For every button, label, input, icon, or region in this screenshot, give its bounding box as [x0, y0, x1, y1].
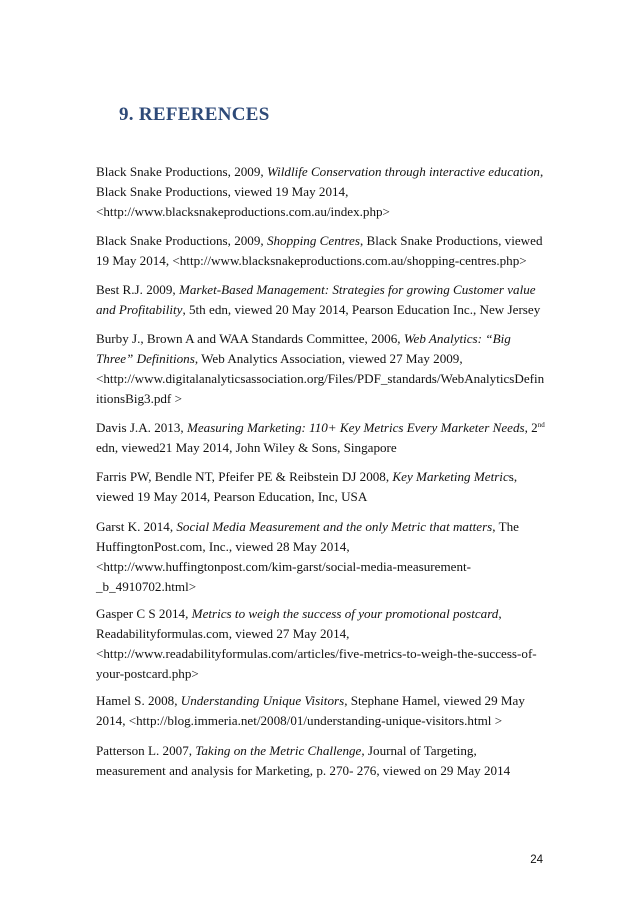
reference-entry [96, 467, 546, 507]
reference-title: Taking on the Metric Challenge, [195, 743, 365, 758]
reference-author-year: Burby J., Brown A and WAA Standards Committee, 2006, [96, 331, 404, 346]
reference-entry [96, 280, 546, 320]
reference-url: your-postcard.php> [96, 666, 199, 681]
reference-title: Wildlife Conservation through interactive education [266, 164, 540, 179]
reference-entry [96, 418, 546, 458]
reference-line: measurement and analysis for Marketing, p. 270- 276, viewed on 29 May 2014 [96, 763, 511, 778]
reference-author-year: Black Snake Productions, 2009, [96, 164, 267, 179]
reference-author-year: Davis J.A. 2013, [96, 420, 187, 435]
reference-line [96, 418, 546, 438]
reference-text: , 5th edn, viewed 20 May 2014, Pearson Education Inc., New Jersey [182, 302, 541, 317]
reference-author-year: Garst K. 2014, [96, 519, 177, 534]
reference-line: edn, viewed21 May 2014, John Wiley & Sons, Singapore [96, 440, 397, 455]
reference-entry [96, 741, 546, 781]
reference-text: s, [508, 469, 518, 484]
reference-author-year: Hamel S. 2008, [96, 693, 181, 708]
reference-title: Market-Based Management: Strategies for growing Customer value [178, 282, 536, 297]
section-heading: 9. REFERENCES [119, 104, 270, 125]
reference-line [96, 300, 546, 320]
reference-line [96, 691, 546, 711]
page-number: 24 [530, 854, 543, 866]
reference-author-year: Patterson L. 2007, [96, 743, 196, 758]
reference-text: , Black Snake Productions, viewed [359, 233, 543, 248]
reference-title: Social Media Measurement and the only Metric that matters [176, 519, 493, 534]
reference-line: Readabilityformulas.com, viewed 27 May 2014, [96, 626, 350, 641]
reference-line [96, 467, 546, 487]
reference-line: viewed 19 May 2014, Pearson Education, Inc, USA [96, 489, 368, 504]
reference-line: 19 May 2014, <http://www.blacksnakeproductions.com.au/shopping-centres.php> [96, 253, 527, 268]
reference-text: , [539, 164, 544, 179]
reference-author-year: Black Snake Productions, 2009, [96, 233, 267, 248]
reference-title: Metrics to weigh the success of your promotional postcard [191, 606, 499, 621]
reference-entry [96, 517, 546, 597]
reference-entry [96, 231, 546, 271]
reference-line [96, 741, 546, 761]
reference-url: <http://www.huffingtonpost.com/kim-garst/social-media-measurement- [96, 559, 472, 574]
ordinal-superscript: nd [537, 421, 545, 429]
reference-text: Journal of Targeting, [364, 743, 477, 758]
reference-title: and Profitability [96, 302, 183, 317]
reference-entry [96, 329, 546, 409]
reference-text: , [498, 606, 502, 621]
reference-url: <http://www.digitalanalyticsassociation.org/Files/PDF_standards/WebAnalyticsDefin [96, 371, 545, 386]
reference-entry [96, 691, 546, 731]
reference-line [96, 349, 546, 369]
reference-author-year: Farris PW, Bendle NT, Pfeifer PE & Reibstein DJ 2008, [96, 469, 393, 484]
reference-line [96, 231, 546, 251]
reference-line [96, 604, 546, 624]
reference-text: , Web Analytics Association, viewed 27 May 2009, [194, 351, 463, 366]
reference-url: <http://www.readabilityformulas.com/articles/five-metrics-to-weigh-the-success-of- [96, 646, 537, 661]
reference-title: Key Marketing Metric [392, 469, 509, 484]
reference-author-year: Gasper C S 2014, [96, 606, 192, 621]
reference-text: , 2 [524, 420, 538, 435]
reference-title: Shopping Centres [266, 233, 360, 248]
reference-line: Black Snake Productions, viewed 19 May 2014, [96, 184, 349, 199]
reference-line [96, 329, 546, 349]
reference-text: , Stephane Hamel, viewed 29 May [344, 693, 525, 708]
reference-title: Three” Definitions [96, 351, 195, 366]
reference-author-year: Best R.J. 2009, [96, 282, 179, 297]
reference-line [96, 162, 546, 182]
reference-url: <http://www.blacksnakeproductions.com.au/index.php> [96, 204, 390, 219]
reference-text: , The [492, 519, 519, 534]
reference-title: Measuring Marketing: 110+ Key Metrics Every Marketer Needs [186, 420, 525, 435]
reference-title: Web Analytics: “Big [403, 331, 511, 346]
reference-line [96, 517, 546, 537]
reference-line [96, 280, 546, 300]
reference-url: itionsBig3.pdf > [96, 391, 182, 406]
reference-line: HuffingtonPost.com, Inc., viewed 28 May 2014, [96, 539, 350, 554]
reference-entry [96, 162, 546, 222]
reference-url: _b_4910702.html> [96, 579, 197, 594]
reference-title: Understanding Unique Visitors [180, 693, 345, 708]
reference-line: 2014, <http://blog.immeria.net/2008/01/understanding-unique-visitors.html > [96, 713, 503, 728]
reference-entry [96, 604, 546, 684]
